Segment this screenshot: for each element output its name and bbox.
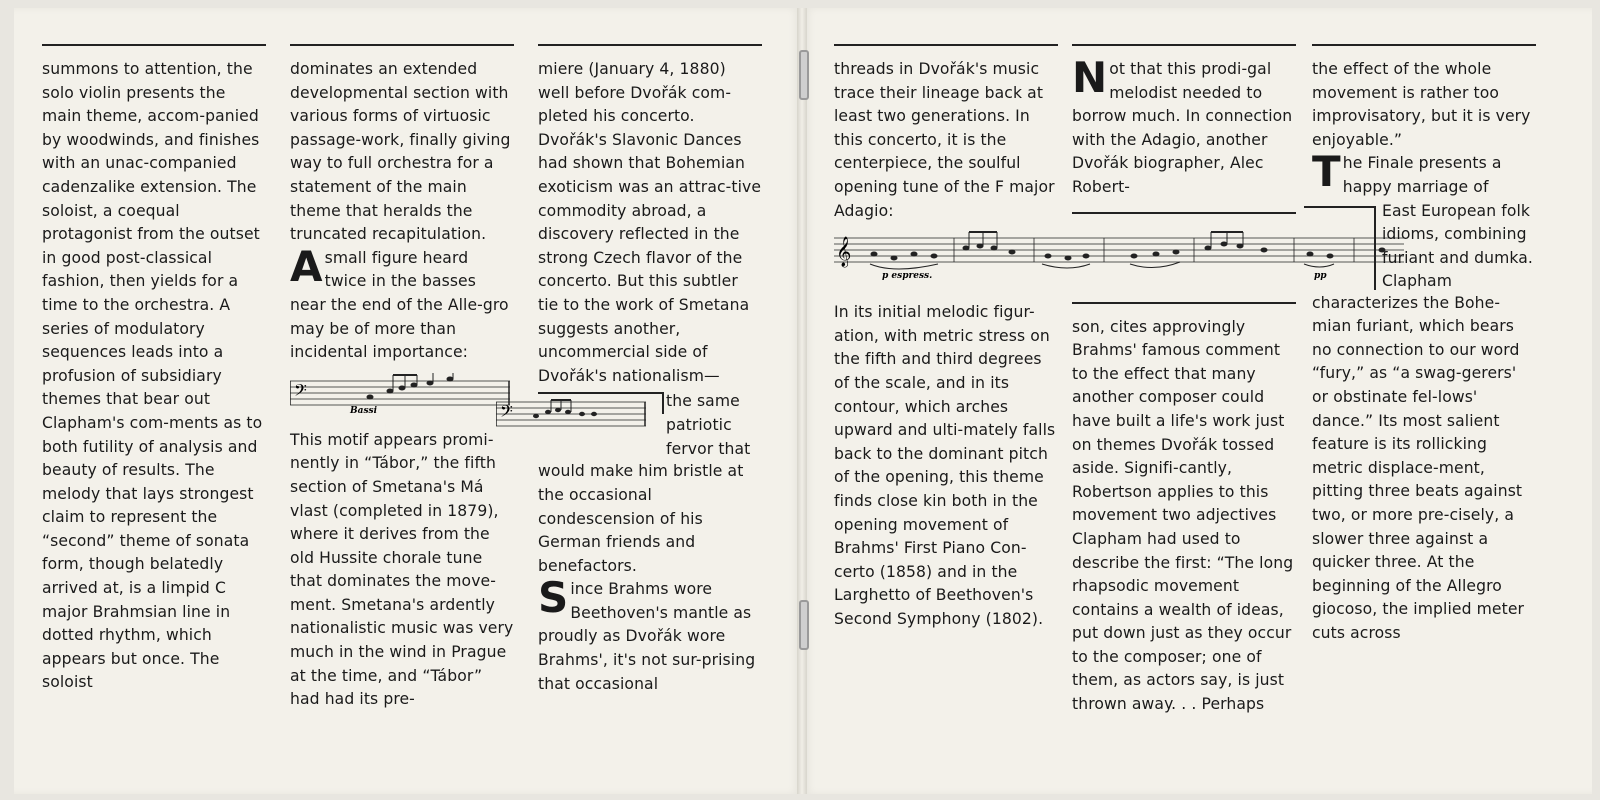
- booklet-spine: [797, 8, 807, 794]
- dynamic-marking: pp: [1314, 271, 1327, 281]
- treble-clef-icon: 𝄞: [836, 237, 852, 267]
- paragraph: In its initial melodic figur-ation, with metric stress on the fifth and third degrees of the scale, and in its contour, which arches upward and ulti-mately falls back to the dominant pitch of the opening, this theme finds close kin both in the opening movement of Brahms' First Piano Con-certo (1858) and in the Larghetto of Beethoven's Second Symphony (1802).: [834, 303, 1056, 628]
- column-rule: [42, 44, 266, 46]
- column-rule: [290, 44, 514, 46]
- drop-cap: N: [1072, 53, 1108, 102]
- paragraph: the same patriotic fervor that: [666, 392, 751, 458]
- column-rule: [538, 44, 762, 46]
- bass-clef-icon: 𝄢: [500, 401, 513, 426]
- section-rule: [1072, 212, 1296, 214]
- paragraph: summons to attention, the solo violin presents the main theme, accom-panied by woodwinds, and finishes with an unac-companied cadenzalike extension. The soloist, a coequal protagonist from the outset in good post-classical fashion, then yields for a time to the orchestra. A series of modulatory sequences leads into a profusion of subsidiary themes that bear out Clapham's com-ments as to both futility of analysis and beauty of results. The melody that lays strongest claim to represent the “second” theme of sonata form, though belatedly arrived at, is a limpid C major Brahmsian line in dotted rhythm, which appears but once. The soloist: [42, 60, 263, 692]
- paragraph: This motif appears promi-nently in “Tábor,” the fifth section of Smetana's Má vlast (completed in 1879), where it derives from the old Hussite chorale tune that dominates the move-ment. Smetana's ardently nationalistic music was very much in the wind in Prague at the time, and “Tábor” had had its pre-: [290, 430, 514, 709]
- bass-clef-icon: 𝄢: [294, 379, 307, 404]
- paragraph: miere (January 4, 1880) well before Dvořák com-pleted his concerto. Dvořák's Slavonic Dances had shown that Bohemian exoticism was an attrac-tive commodity abroad, a discovery reflected in the strong Czech flavor of the concerto. But this subtler tie to the work of Smetana suggests another, uncommercial side of Dvořák's nationalism—: [538, 60, 762, 385]
- staple-top: [799, 50, 809, 100]
- staff-label: Bassi: [350, 405, 377, 415]
- inset-rule-vertical: [1374, 206, 1376, 290]
- paragraph: [1072, 53, 1296, 200]
- paragraph-text: ot that this prodi-gal melodist needed to borrow much. In connection with the Adagio, another Dvořák biographer, Alec Robert-: [1072, 60, 1293, 196]
- music-staff-bassi: [290, 373, 510, 415]
- drop-cap: S: [538, 573, 569, 623]
- paragraph-text: ince Brahms wore Beethoven's mantle as proudly as Dvořák wore Brahms', it's not sur-prising that occasional: [538, 580, 756, 693]
- dynamic-marking: p espress.: [882, 271, 933, 281]
- inset-staff-block: [500, 388, 762, 460]
- paragraph-text: he Finale presents a happy marriage of: [1342, 154, 1502, 196]
- drop-cap: T: [1312, 147, 1341, 197]
- paragraph: characterizes the Bohe-mian furiant, which bears no connection to our word “fury,” as “a swag-gerers' or obstinate fel-lows' dance.” Its most salient feature is its rollicking metric displace-ment, pitting three beats against two, or more pre-cisely, a slower three against a quicker three. At the beginning of the Allegro giocoso, the implied meter cuts across: [1312, 293, 1525, 642]
- paragraph: [290, 241, 514, 365]
- paragraph: threads in Dvořák's music trace their lineage back at least two generations. In this concerto, it is the centerpiece, the soulful opening tune of the F major Adagio:: [834, 60, 1055, 220]
- column-2: [290, 44, 514, 712]
- paragraph: son, cites approvingly Brahms' famous comment to the effect that many another composer could have built a life's work just on themes Dvořák tossed aside. Signifi-cantly, Robertson applies to this movement two adjectives Clapham had used to describe the first: “The long rhapsodic movement contains a wealth of ideas, put down just as they occur to the composer; one of them, as actors say, is just thrown away. . . Perhaps: [1072, 317, 1294, 714]
- inset-rule: [538, 392, 664, 394]
- paragraph-text: small figure heard twice in the basses near the end of the Alle-gro may be of more than incidental importance:: [290, 248, 509, 362]
- paragraph: would make him bristle at the occasional condescension of his German friends and benefactors.: [538, 462, 744, 575]
- column-5: [1072, 44, 1296, 717]
- paragraph: [1312, 147, 1536, 199]
- music-staff-motif: [496, 392, 646, 436]
- column-4: [834, 44, 1058, 631]
- section-rule: [1072, 302, 1296, 304]
- column-rule: [1072, 44, 1296, 46]
- staple-bottom: [799, 600, 809, 650]
- inset-rule: [1304, 206, 1376, 208]
- drop-cap: A: [290, 241, 323, 291]
- inset-rule-vertical: [662, 392, 664, 414]
- column-3: [500, 44, 762, 696]
- column-rule: [1312, 44, 1536, 46]
- column-1: [42, 44, 266, 695]
- column-6: [1312, 44, 1536, 645]
- paragraph: East European folk idioms, combining furiant and dumka. Clapham: [1382, 201, 1533, 291]
- paragraph: the effect of the whole movement is rather too improvisatory, but it is very enjoyable.”: [1312, 60, 1531, 149]
- inset-text-block: [1312, 200, 1536, 292]
- paragraph: [538, 573, 762, 696]
- column-rule: [834, 44, 1058, 46]
- paragraph: dominates an extended developmental section with various forms of virtuosic passage-work, finally giving way to full orchestra for a statement of the main theme that heralds the truncated recapitulation.: [290, 60, 511, 244]
